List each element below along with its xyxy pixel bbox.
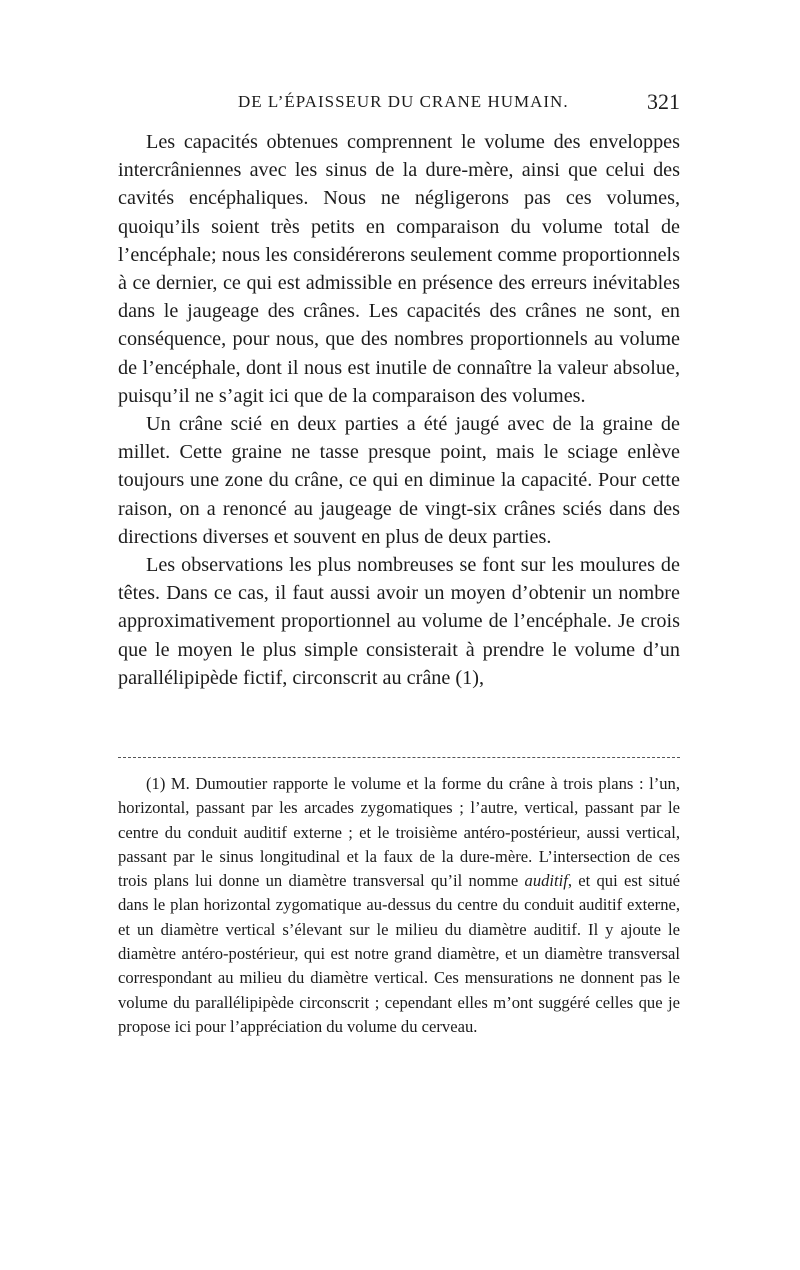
footnote-divider	[118, 757, 680, 758]
running-head	[118, 89, 680, 120]
footnote-text-part-1: (1) M. Dumoutier rapporte le volume et la forme du crâne à trois plans : l’un, horizontal, passant par les arcades zygomatiques ; l’autre, vertical, passant par le centre du conduit auditif externe ; et le troisième antéro-postérieur, aussi vertical, passant par le sinus longitudinal et la faux de la dure-mère. L’intersection de ces trois plans lui donne un diamètre transversal qu’il nomme	[118, 774, 680, 891]
running-title: DE L’ÉPAISSEUR DU CRANE HUMAIN.	[238, 92, 569, 111]
paragraph-2: Un crâne scié en deux parties a été jaugé avec de la graine de millet. Cette graine ne tasse presque point, mais le sciage enlève toujours une zone du crâne, ce qui en diminue la capacité. Pour cette raison, on a renoncé au jaugeage de vingt-six crânes sciés dans des directions diverses et souvent en plus de deux parties.	[118, 413, 680, 548]
body-text	[118, 128, 680, 692]
footnote-italic-term: auditif	[524, 871, 568, 891]
footnote	[118, 772, 680, 1039]
paragraph-1: Les capacités obtenues comprennent le volume des enveloppes intercrâniennes avec les sinus de la dure-mère, ainsi que celui des cavités encéphaliques. Nous ne négligerons pas ces volumes, quoiqu’ils soient très petits en comparaison du volume total de l’encéphale; nous les considérerons seulement comme proportionnels à ce dernier, ce qui est admissible en présence des erreurs inévitables dans le jaugeage des crânes. Les capacités des crânes ne sont, en conséquence, pour nous, que des nombres proportionnels au volume de l’encéphale, dont il nous est inutile de connaître la valeur absolue, puisqu’il ne s’agit ici que de la comparaison des volumes.	[118, 131, 680, 407]
footnote-text	[118, 772, 680, 1039]
paragraph-3: Les observations les plus nombreuses se font sur les moulures de têtes. Dans ce cas, il faut aussi avoir un moyen d’obtenir un nombre approximativement proportionnel au volume de l’encéphale. Je crois que le moyen le plus simple consisterait à prendre le volume d’un parallélipipède fictif, circonscrit au crâne (1),	[118, 554, 680, 689]
page-number: 321	[647, 89, 680, 114]
footnote-text-part-2: , et qui est situé dans le plan horizontal zygomatique au-dessus du centre du conduit auditif externe, et un diamètre vertical s’élevant sur le milieu du diamètre auditif. Il y ajoute le diamètre antéro-postérieur, qui est notre grand diamètre, et un diamètre transversal correspondant au milieu du diamètre vertical. Ces mensurations ne donnent pas le volume du parallélipipède circonscrit ; cependant elles m’ont suggéré celles que je propose ici pour l’appréciation du volume du cerveau.	[118, 871, 680, 1036]
